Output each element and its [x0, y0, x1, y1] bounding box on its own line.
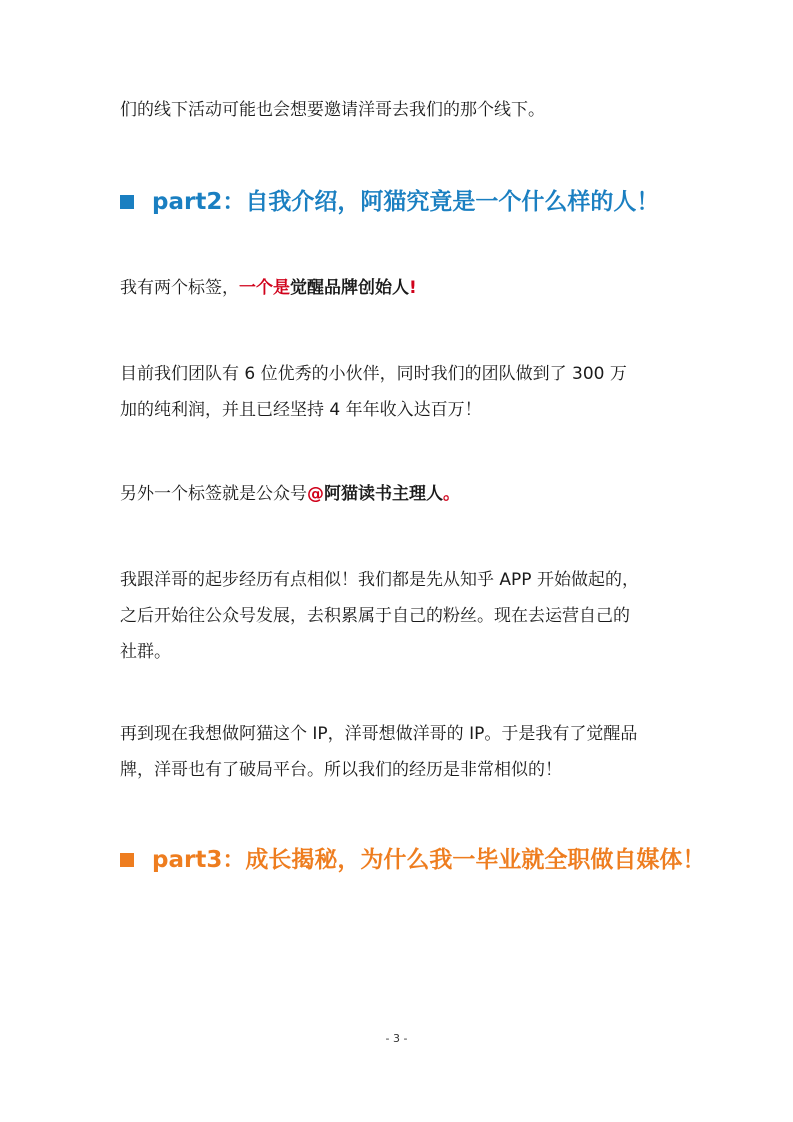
bold-text: 阿猫读书主理人: [324, 484, 443, 504]
paragraph-line: 目前我们团队有 6 位优秀的小伙伴，同时我们的团队做到了 300 万: [120, 364, 627, 384]
page-number: - 3 -: [385, 1032, 408, 1045]
square-bullet-icon: [120, 195, 134, 209]
square-bullet-icon: [120, 853, 134, 867]
section-heading-text: part2：自我介绍，阿猫究竟是一个什么样的人！: [152, 189, 660, 215]
section-heading-text: part3：成长揭秘，为什么我一毕业就全职做自媒体！: [152, 847, 706, 873]
paragraph-line: 之后开始往公众号发展，去积累属于自己的粉丝。现在去运营自己的: [120, 606, 630, 626]
period-text: 。: [443, 484, 460, 504]
paragraph-line: 我跟洋哥的起步经历有点相似！我们都是先从知乎 APP 开始做起的，: [120, 570, 639, 590]
highlight-text: 一个是: [239, 278, 290, 298]
paragraph-experience: [120, 562, 680, 670]
bold-text: 觉醒品牌创始人: [290, 278, 409, 298]
paragraph-text: 另外一个标签就是公众号: [120, 484, 307, 504]
section-heading-part2: [120, 182, 720, 222]
paragraph-line: 社群。: [120, 642, 171, 662]
paragraph-team: [120, 356, 680, 428]
exclamation-text: !: [409, 278, 417, 298]
at-sign-text: @: [307, 484, 324, 504]
section-heading-part3: [120, 840, 720, 880]
paragraph-line: 再到现在我想做阿猫这个 IP，洋哥想做洋哥的 IP。于是我有了觉醒品: [120, 724, 638, 744]
paragraph-line: 牌，洋哥也有了破局平台。所以我们的经历是非常相似的！: [120, 760, 562, 780]
paragraph-text: 们的线下活动可能也会想要邀请洋哥去我们的那个线下。: [120, 100, 545, 120]
paragraph-line: 加的纯利润，并且已经坚持 4 年年收入达百万！: [120, 400, 482, 420]
paragraph-intro-tail: [120, 92, 680, 128]
paragraph-ip: [120, 716, 680, 788]
paragraph-text: 我有两个标签，: [120, 278, 239, 298]
paragraph-two-tags: [120, 270, 680, 306]
paragraph-second-tag: [120, 476, 680, 512]
